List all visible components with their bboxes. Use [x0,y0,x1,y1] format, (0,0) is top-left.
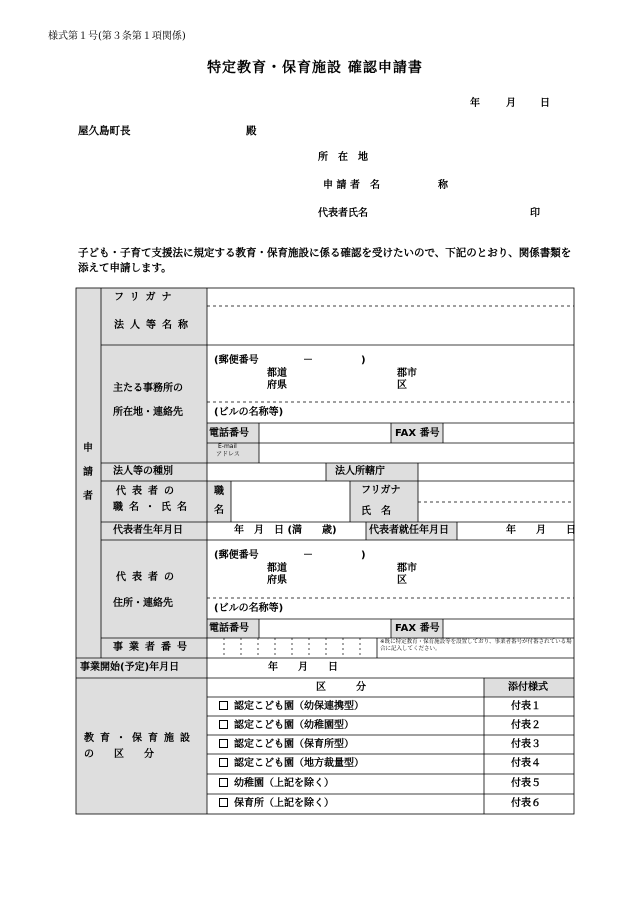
rep-pref-1: 都道 [267,563,287,574]
applicant-side-char-3: 者 [83,491,93,502]
rep-address-label-line1: 代表者の [116,572,180,583]
facility-option-row[interactable] [219,701,364,713]
office-postal-label: (郵便番号 [214,355,259,366]
facility-option-row[interactable] [219,720,354,732]
office-postal-dash: － [303,355,313,366]
office-city-1: 郡市 [397,368,417,379]
applicant-side-char-1: 申 [83,443,93,454]
facility-attachment: 付表１ [511,701,541,712]
facility-attachment: 付表５ [511,778,541,789]
attachment-header: 添付様式 [508,682,548,693]
addressee: 屋久島町長 [78,125,131,137]
facility-option-label: 認定こども園（幼保連携型） [234,701,364,712]
date-day: 日 [540,98,550,109]
date-year: 年 [470,98,480,109]
office-email-label-1: E-mail [218,443,237,450]
category-header: 区 分 [316,682,366,693]
office-city-2: 区 [397,380,407,391]
facility-option-label: 認定こども園（地方裁量型） [234,758,364,769]
corp-name-label: 法人等名称 [114,320,194,331]
rep-city-1: 郡市 [397,563,417,574]
applicant-address-label: 所 在 地 [318,152,368,163]
facility-option-label: 保育所（上記を除く） [234,798,334,809]
applicant-name-suffix: 称 [438,180,448,191]
applicant-name-label: 申 請 者 名 [323,180,380,191]
furigana-label: フリガナ [114,292,178,303]
facility-option-row[interactable] [219,739,354,751]
office-fax-label: FAX 番号 [395,428,440,439]
facility-attachment: 付表２ [511,720,541,731]
form-number: 様式第１号(第３条第１項関係) [48,31,186,42]
facility-option-label: 認定こども園（幼稚園型） [234,720,354,731]
facility-attachment: 付表４ [511,758,541,769]
rep-tenure-value: 年 月 日 [506,525,576,536]
checkbox[interactable] [219,720,228,729]
rep-phone-label: 電話番号 [209,623,249,634]
facility-option-row[interactable] [219,758,364,770]
office-email-label-2: アドレス [216,451,240,458]
rep-postal-label: (郵便番号 [214,550,259,561]
position-label-2: 名 [214,505,224,516]
seal-mark: 印 [530,208,540,219]
checkbox[interactable] [219,778,228,787]
office-label-line1: 主たる事務所の [113,383,183,394]
form-title: 特定教育・保育施設 確認申請書 [207,60,423,76]
facility-option-row[interactable] [219,778,334,790]
checkbox[interactable] [219,798,228,807]
rep-address-label-line2: 住所・連絡先 [113,598,173,609]
honorific: 殿 [246,125,257,137]
rep-postal-dash: － [303,550,313,561]
rep-fax-label: FAX 番号 [395,623,440,634]
corp-office-label: 法人所轄庁 [335,466,385,477]
rep-pref-2: 府県 [267,575,287,586]
representative-label: 代表者氏名 [318,208,368,219]
facility-option-row[interactable] [219,798,334,810]
rep-tenure-label: 代表者就任年月日 [369,525,449,536]
intro-text: 子ども・子育て支援法に規定する教育・保育施設に係る確認を受けたいので、下記のとおり、関係書類を添えて申請します。 [78,247,572,274]
start-date-value: 年 月 日 [268,662,338,673]
checkbox[interactable] [219,701,228,710]
checkbox[interactable] [219,758,228,767]
facility-label-line2: の 区 分 [84,749,154,760]
office-phone-label: 電話番号 [209,428,249,439]
rep-birth-value: 年 月 日 (満 歳) [234,525,337,536]
corp-type-label: 法人等の種別 [113,466,173,477]
facility-option-label: 認定こども園（保育所型） [234,739,354,750]
facility-attachment: 付表６ [511,798,541,809]
rep-name-label-line1: 代表者の [116,486,180,497]
start-date-label: 事業開始(予定)年月日 [80,662,180,673]
facility-label-line1: 教育・保育施設 [84,733,196,744]
rep-building-label: (ビルの名称等) [214,603,284,614]
business-number-label: 事業者番号 [113,642,193,653]
office-label-line2: 所在地・連絡先 [113,407,183,418]
date-month: 月 [506,98,516,109]
applicant-side-char-2: 請 [83,467,93,478]
facility-attachment: 付表３ [511,739,541,750]
rep-furigana-label: フリガナ [361,485,401,496]
checkbox[interactable] [219,739,228,748]
rep-birth-label: 代表者生年月日 [113,525,183,536]
office-pref-2: 府県 [267,380,287,391]
rep-city-2: 区 [397,575,407,586]
rep-postal-close: ) [361,550,366,561]
office-postal-close: ) [361,355,366,366]
office-building-label: (ビルの名称等) [214,407,284,418]
office-pref-1: 都道 [267,368,287,379]
rep-name-label-line2: 職名・氏名 [113,502,193,513]
rep-shimei-label: 氏 名 [361,506,391,517]
position-label-1: 職 [214,486,224,497]
business-number-note: ※既に特定教育・保育施設等を設置しており、事業者番号が付番されている場合に記入してください。 [380,639,572,653]
facility-option-label: 幼稚園（上記を除く） [234,778,334,789]
